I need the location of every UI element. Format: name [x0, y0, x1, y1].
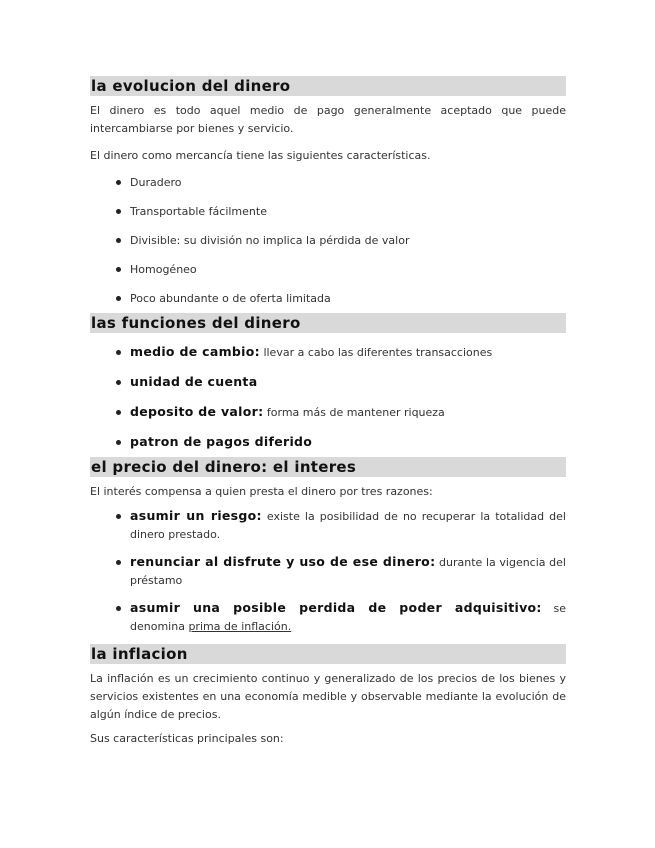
- section-heading-evolucion: la evolucion del dinero: [90, 76, 566, 96]
- term: patron de pagos diferido: [130, 434, 313, 449]
- characteristics-list: [130, 168, 566, 313]
- term-description: durante la vigencia del préstamo: [130, 556, 566, 587]
- paragraph-inflation-lead: Sus características principales son:: [90, 732, 284, 745]
- section-heading-inflacion: la inflacion: [90, 644, 566, 664]
- list-item: Homogéneo: [130, 255, 566, 284]
- paragraph-characteristics-lead: El dinero como mercancía tiene las siguientes características.: [90, 149, 431, 162]
- list-item: [130, 367, 566, 397]
- list-item: [130, 507, 566, 544]
- term-description: se denomina: [130, 602, 567, 633]
- list-item: [130, 427, 566, 457]
- list-item: Poco abundante o de oferta limitada: [130, 284, 566, 313]
- term-description: forma más de mantener riqueza: [263, 406, 445, 419]
- list-item: [130, 599, 566, 636]
- document-page: [90, 76, 566, 748]
- prima-de-inflacion-link[interactable]: prima de inflación.: [188, 620, 292, 633]
- paragraph-interest-lead: El interés compensa a quien presta el dinero por tres razones:: [90, 485, 433, 498]
- term-description: existe la posibilidad de no recuperar la totalidad del dinero prestado.: [130, 510, 566, 541]
- functions-list: [130, 337, 566, 457]
- term: medio de cambio:: [130, 344, 260, 359]
- paragraph-inflation-definition: La inflación es un crecimiento continuo y generalizado de los precios de los bienes y servicios existentes en una economía medible y observable mediante la evolución de algún índice de precios.: [90, 672, 566, 721]
- term-description: llevar a cabo las diferentes transacciones: [259, 346, 493, 359]
- list-item: Duradero: [130, 168, 566, 197]
- list-item: Transportable fácilmente: [130, 197, 566, 226]
- section-heading-precio: el precio del dinero: el interes: [90, 457, 566, 477]
- reasons-list: [130, 507, 566, 636]
- section-heading-funciones: las funciones del dinero: [90, 313, 566, 333]
- list-item: [130, 397, 566, 427]
- term: asumir una posible perdida de poder adquisitivo:: [130, 600, 542, 615]
- list-item: [130, 553, 566, 590]
- paragraph-definition: El dinero es todo aquel medio de pago generalmente aceptado que puede intercambiarse por bienes y servicio.: [90, 104, 566, 135]
- term: deposito de valor:: [130, 404, 264, 419]
- list-item: Divisible: su división no implica la pérdida de valor: [130, 226, 566, 255]
- list-item: [130, 337, 566, 367]
- term: renunciar al disfrute y uso de ese dinero:: [130, 554, 436, 569]
- term: asumir un riesgo:: [130, 508, 262, 523]
- term: unidad de cuenta: [130, 374, 258, 389]
